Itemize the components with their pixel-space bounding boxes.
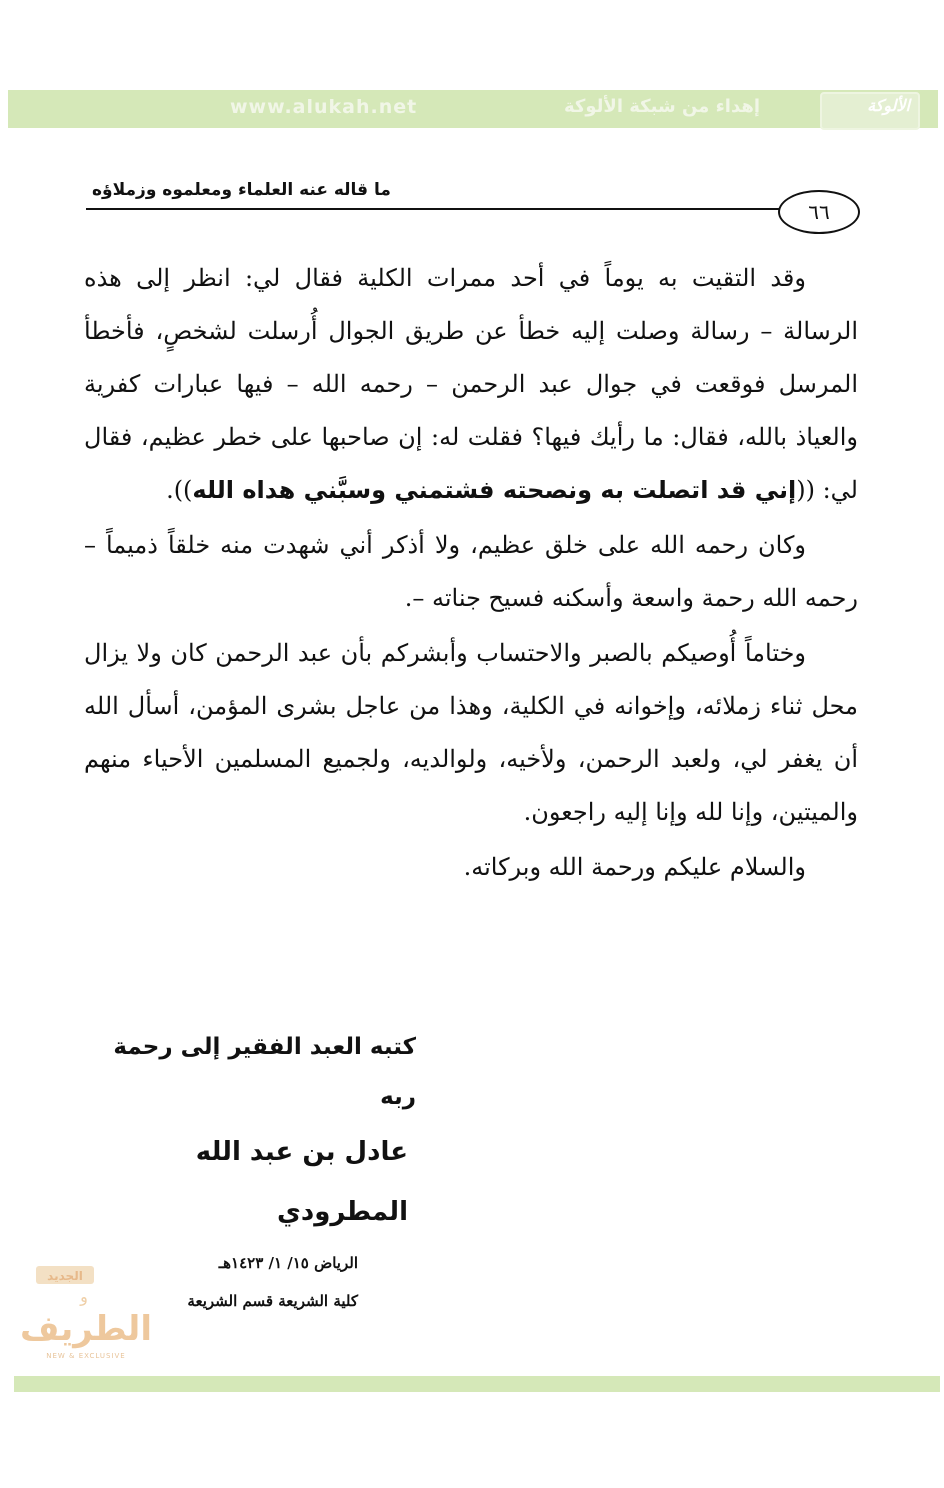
- paragraph-1-end: )).: [166, 476, 193, 504]
- signature-intro: كتبه العبد الفقير إلى رحمة ربه: [113, 1034, 416, 1110]
- paragraph-4: والسلام عليكم ورحمة الله وبركاته.: [463, 853, 806, 881]
- paragraph-1: [84, 252, 858, 517]
- signature-affiliation: كلية الشريعة قسم الشريعة: [187, 1292, 358, 1310]
- stamp-middle: و: [80, 1287, 88, 1306]
- signature-block: [100, 1022, 430, 1318]
- signature-name: عادل بن عبد الله المطرودي: [195, 1137, 408, 1227]
- stamp-main: الطريف: [20, 1309, 152, 1349]
- body-text: [84, 252, 858, 894]
- new-exclusive-stamp: [20, 1262, 152, 1362]
- page-number: ٦٦: [778, 190, 860, 234]
- gift-text: إهداء من شبكة الألوكة: [564, 96, 760, 117]
- alukah-logo: [820, 92, 920, 130]
- bottom-band: [14, 1376, 940, 1392]
- paragraph-3: وختاماً أُوصيكم بالصبر والاحتساب وأبشركم بأن عبد الرحمن كان ولا يزال محل ثناء زملائه، وإخوانه في الكلية، وهذا من عاجل بشرى المؤمن، أسأل الله أن يغفر لي، ولعبد الرحمن، ولأخيه، ولوالديه، ولجميع المسلمين الأحياء منهم والميتين، وإنا لله وإنا إليه راجعون.: [84, 639, 858, 826]
- chapter-title: ما قاله عنه العلماء ومعلموه وزملاؤه: [92, 180, 391, 200]
- site-url[interactable]: www.alukah.net: [230, 96, 418, 118]
- paragraph-1-start: وقد التقيت به يوماً في أحد ممرات الكلية فقال لي: انظر إلى هذه الرسالة – رسالة وصلت إليه خطأ عن طريق الجوال أُرسلت لشخصٍ، فأخطأ المرسل فوقعت في جوال عبد الرحمن – رحمه الله – فيها عبارات كفرية والعياذ بالله، فقال: ما رأيك فيها؟ فقلت له: إن صاحبها على خطر عظيم، فقال لي: ((: [84, 264, 858, 504]
- logo-text: الألوكة: [867, 96, 910, 115]
- top-banner: [8, 90, 938, 128]
- stamp-bottom: NEW & EXCLUSIVE: [46, 1352, 126, 1360]
- header-rule: [86, 208, 780, 210]
- paragraph-2: وكان رحمه الله على خلق عظيم، ولا أذكر أني شهدت منه خلقاً ذميماً – رحمه الله رحمة واسعة وأسكنه فسيح جناته –.: [84, 531, 858, 612]
- quoted-statement: إني قد اتصلت به ونصحته فشتمني وسبَّني هداه الله: [192, 476, 797, 504]
- signature-date: الرياض ١٥/ ١/ ١٤٢٣هـ: [218, 1254, 358, 1272]
- stamp-top-word: الجديد: [47, 1269, 83, 1283]
